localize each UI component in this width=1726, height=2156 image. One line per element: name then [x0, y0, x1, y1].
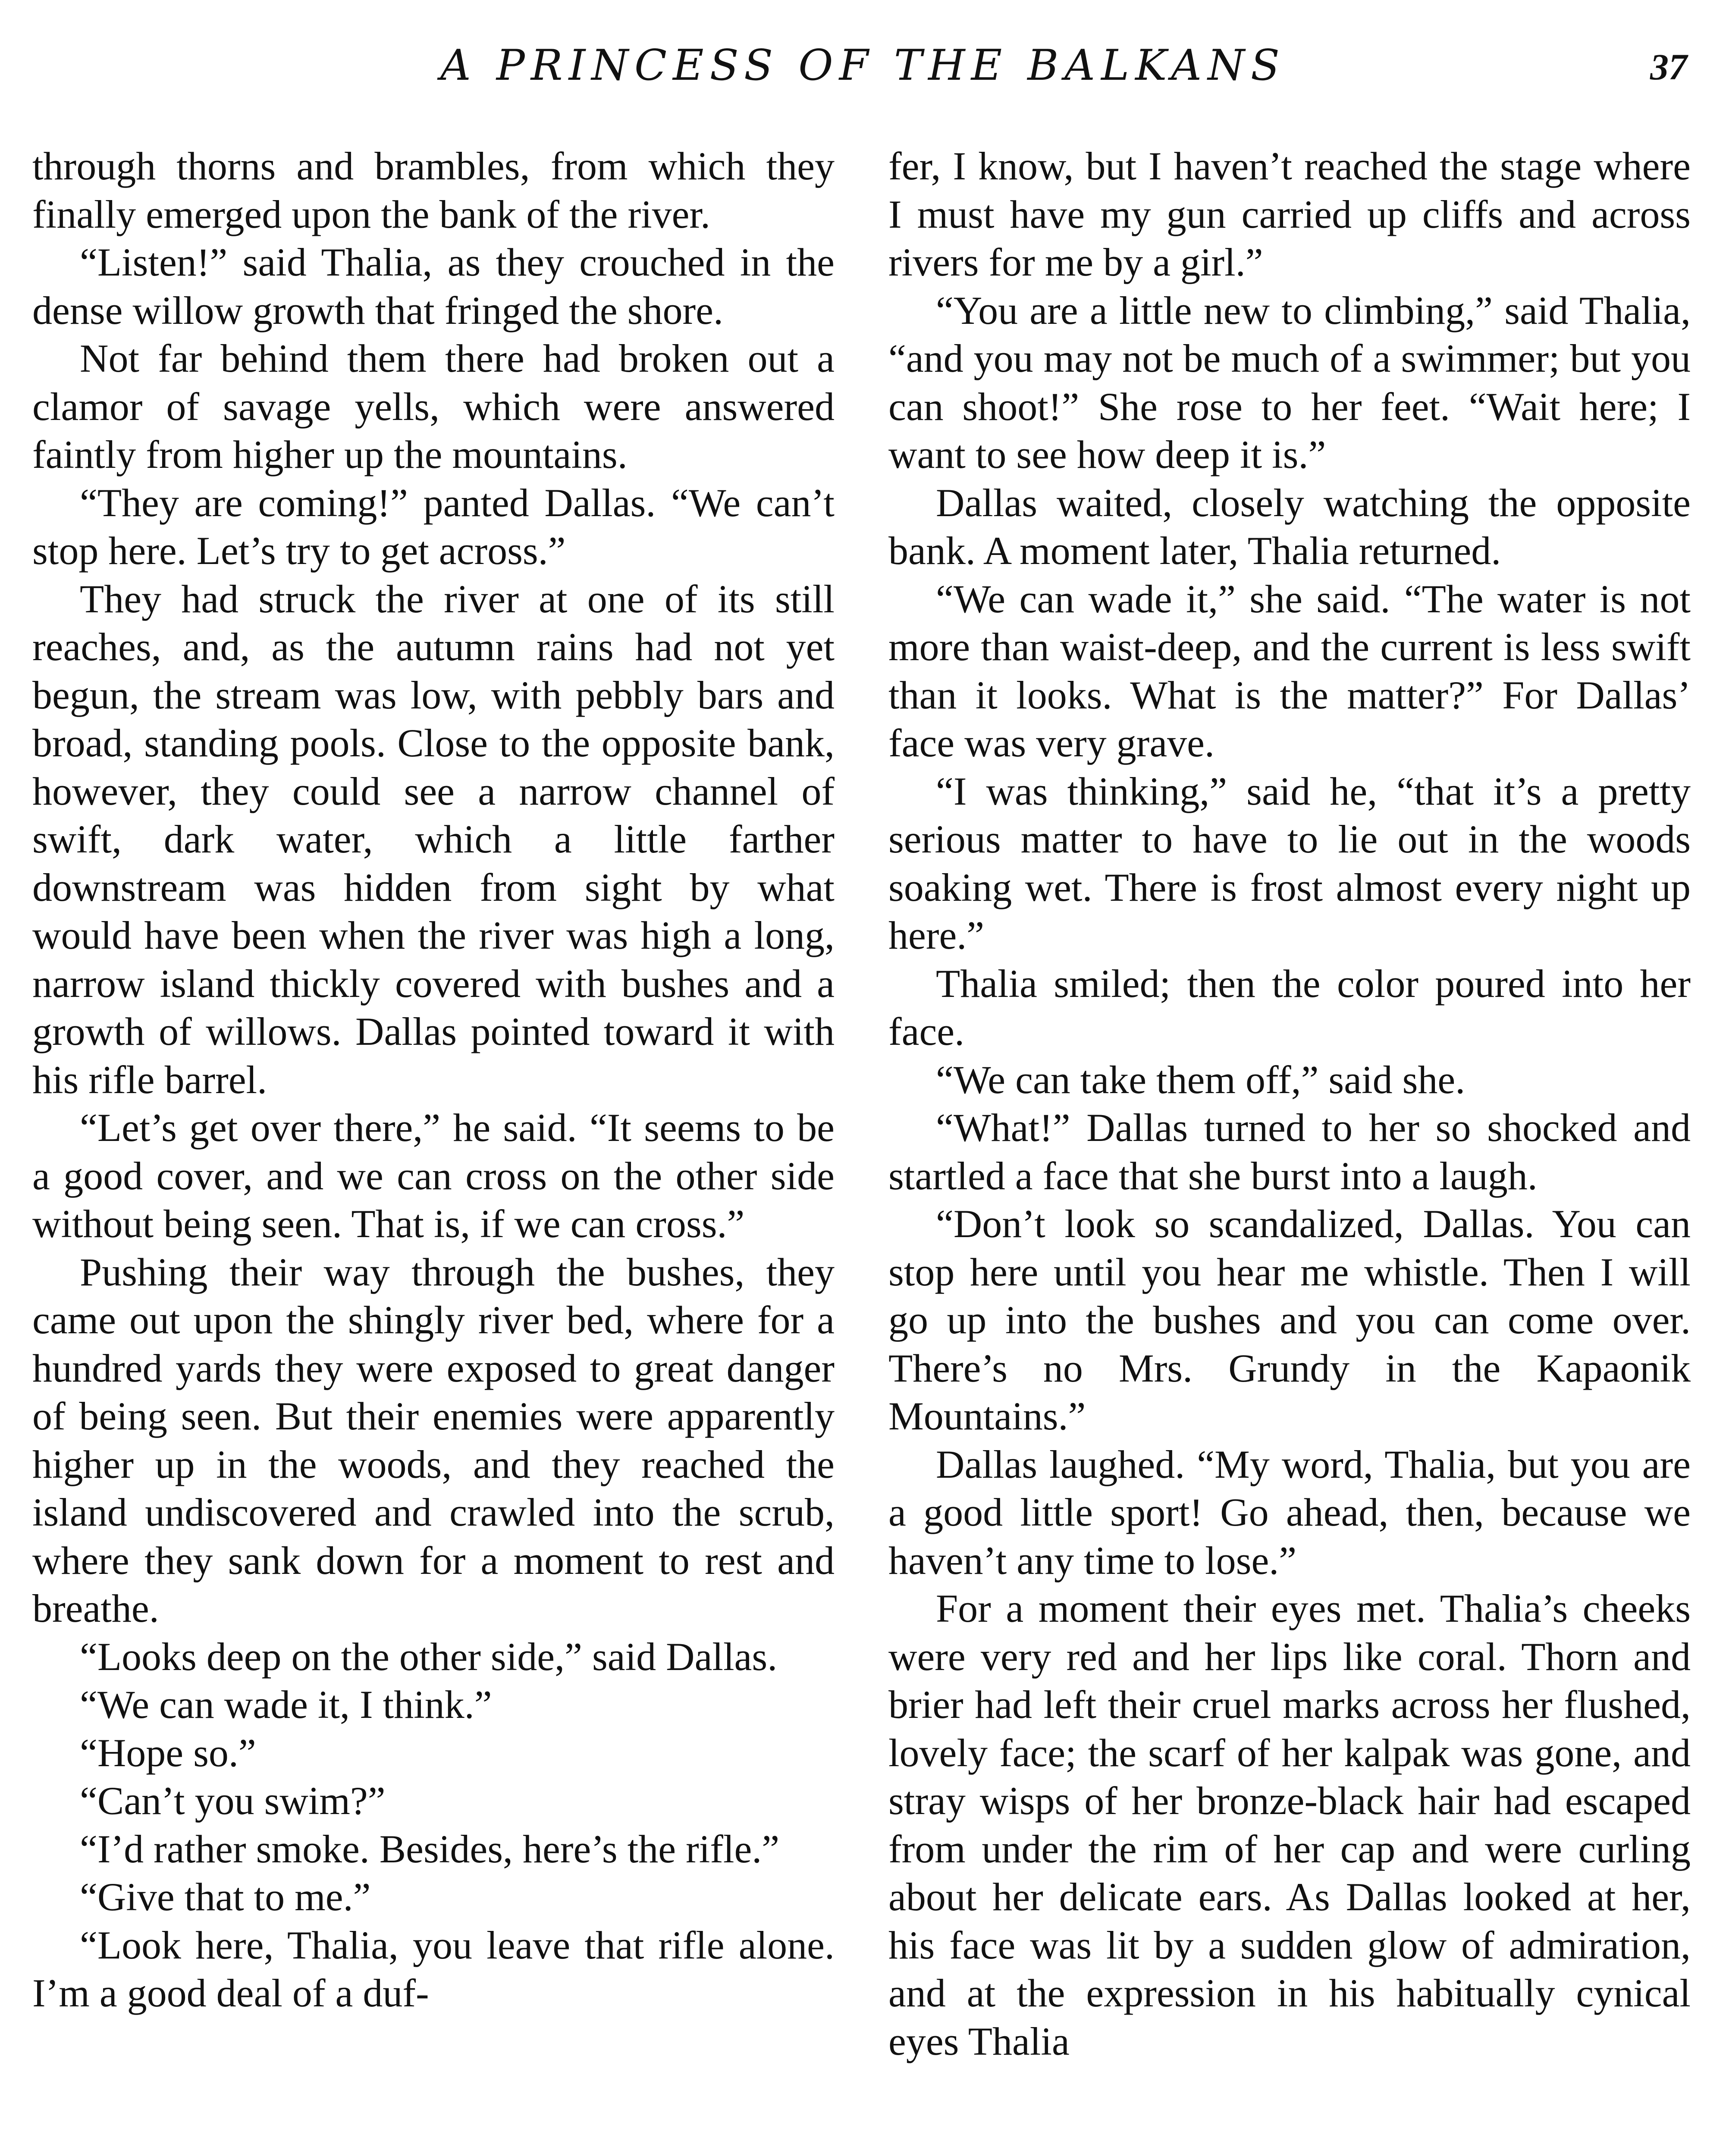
- paragraph: For a moment their eyes met. Thalia’s cheeks were very red and her lips like coral. Thorn and brier had left their cruel marks across her flushed, lovely face; the scarf of her kalpak was gone, and stray wisps of her bronze-black hair had escaped from under the rim of her cap and were curling about her delicate ears. As Dallas looked at her, his face was lit by a sudden glow of admiration, and at the expression in his habitually cynical eyes Thalia: [888, 1586, 1691, 2063]
- paragraph: “They are coming!” panted Dallas. “We can’t stop here. Let’s try to get across.”: [32, 480, 835, 573]
- paragraph: They had struck the river at one of its still reaches, and, as the autumn rains had not yet begun, the stream was low, with pebbly bars and broad, standing pools. Close to the opposite bank, however, they could see a narrow channel of swift, dark water, which a little farther downstream was hidden from sight by what would have been when the river was high a long, narrow island thickly covered with bushes and a growth of willows. Dallas pointed toward it with his rifle barrel.: [32, 577, 835, 1102]
- paragraph: “You are a little new to climbing,” said Thalia, “and you may not be much of a swimmer; but you can shoot!” She rose to her feet. “Wait here; I want to see how deep it is.”: [888, 288, 1691, 476]
- paragraph: through thorns and brambles, from which they finally emerged upon the bank of the river.: [32, 144, 835, 236]
- paragraph: “Can’t you swim?”: [80, 1779, 386, 1823]
- paragraph: “Look here, Thalia, you leave that rifle alone. I’m a good deal of a duf-: [32, 1923, 835, 2015]
- paragraph: “We can wade it,” she said. “The water is not more than waist-deep, and the current is less swift than it looks. What is the matter?” For Dallas’ face was very grave.: [888, 577, 1691, 765]
- paragraph: “Listen!” said Thalia, as they crouched in the dense willow growth that fringed the shore.: [32, 240, 835, 332]
- paragraph: Dallas waited, closely watching the opposite bank. A moment later, Thalia returned.: [888, 480, 1691, 573]
- paragraph: “We can wade it, I think.”: [80, 1683, 492, 1727]
- paragraph: “Give that to me.”: [80, 1875, 371, 1919]
- paragraph: “I was thinking,” said he, “that it’s a pretty serious matter to have to lie out in the woods soaking wet. There is frost almost every night up here.”: [888, 769, 1691, 957]
- paragraph: Pushing their way through the bushes, they came out upon the shingly river bed, where for a hundred yards they were exposed to great danger of being seen. But their enemies were apparently higher up in the woods, and they reached the island undiscovered and crawled into the scrub, where they sank down for a moment to rest and breathe.: [32, 1250, 835, 1630]
- paragraph: Not far behind them there had broken out a clamor of savage yells, which were answered faintly from higher up the mountains.: [32, 336, 835, 476]
- page-number: 37: [1650, 46, 1687, 88]
- paragraph: Dallas laughed. “My word, Thalia, but you are a good little sport! Go ahead, then, because we haven’t any time to lose.”: [888, 1442, 1691, 1583]
- paragraph: “We can take them off,” said she.: [936, 1057, 1466, 1102]
- right-column: [888, 142, 1691, 2065]
- paragraph: Thalia smiled; then the color poured into her face.: [888, 961, 1691, 1053]
- paragraph: “What!” Dallas turned to her so shocked and startled a face that she burst into a laugh.: [888, 1106, 1691, 1198]
- left-column: [32, 142, 835, 2018]
- paragraph: “Looks deep on the other side,” said Dallas.: [80, 1634, 778, 1679]
- paragraph: “Don’t look so scandalized, Dallas. You can stop here until you hear me whistle. Then I will go up into the bushes and you can come over. There’s no Mrs. Grundy in the Kapaonik Mountains.”: [888, 1202, 1691, 1438]
- paragraph: fer, I know, but I haven’t reached the stage where I must have my gun carried up cliffs and across rivers for me by a girl.”: [888, 144, 1691, 284]
- running-title: A PRINCESS OF THE BALKANS: [440, 41, 1286, 90]
- page-header: [0, 41, 1726, 97]
- paragraph: “Let’s get over there,” he said. “It seems to be a good cover, and we can cross on the other side without being seen. That is, if we can cross.”: [32, 1106, 835, 1246]
- paragraph: “I’d rather smoke. Besides, here’s the rifle.”: [80, 1827, 780, 1871]
- paragraph: “Hope so.”: [80, 1730, 256, 1775]
